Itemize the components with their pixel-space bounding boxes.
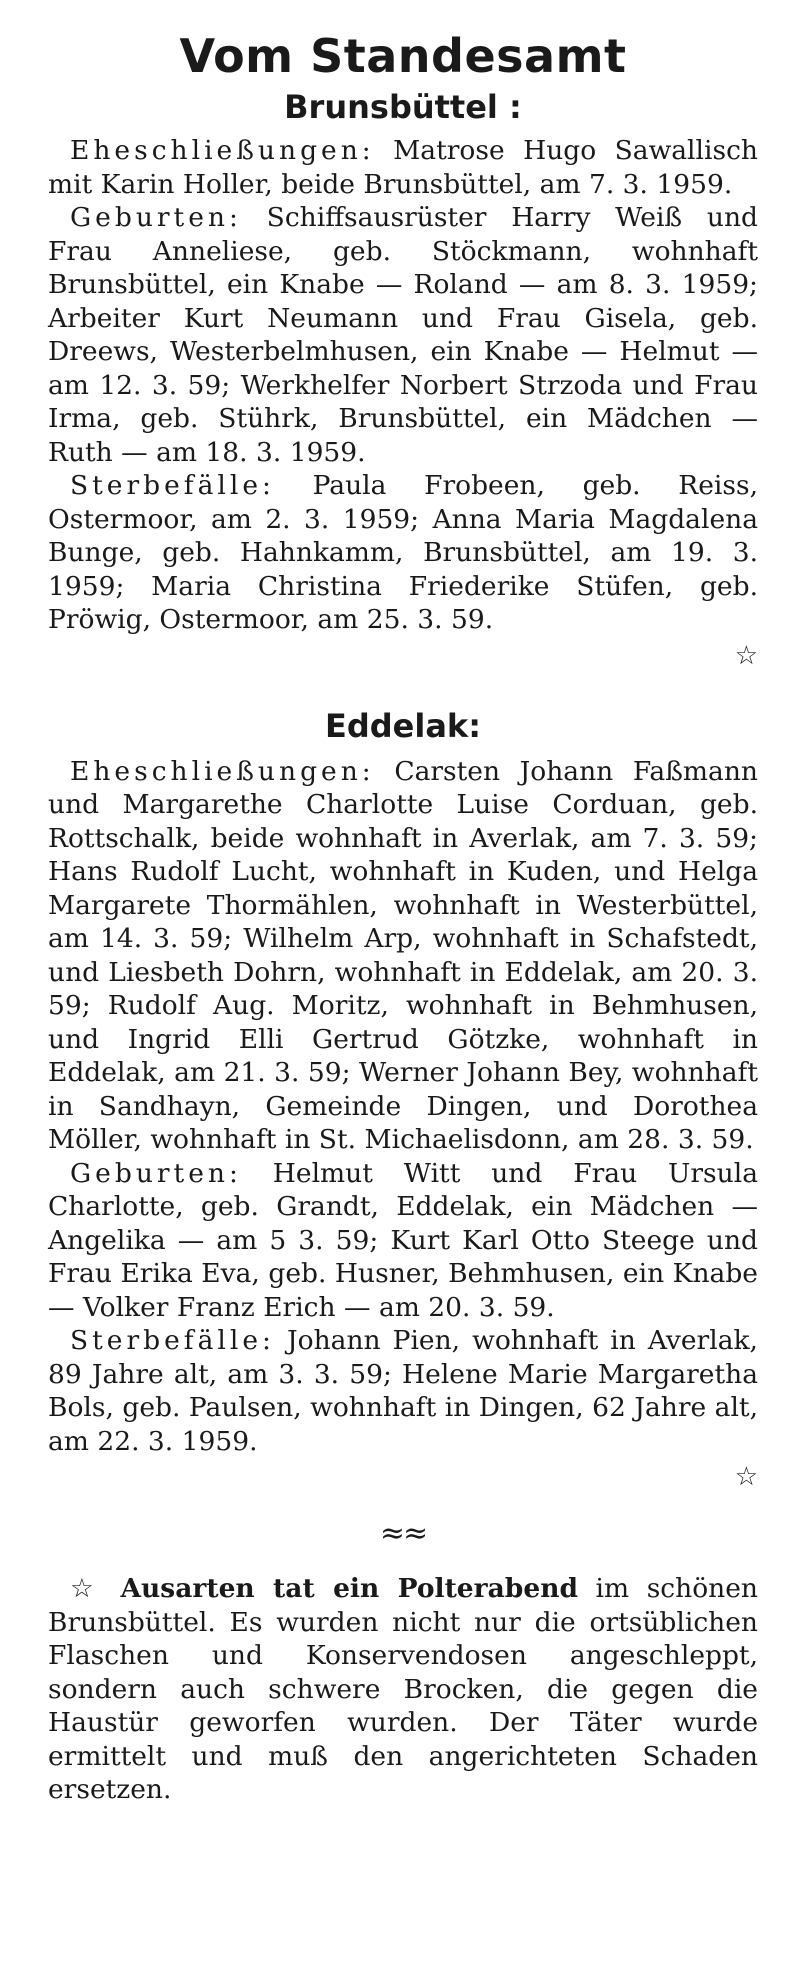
section-eddelak (48, 703, 758, 1495)
star-icon: ☆ (734, 1462, 758, 1492)
section-heading: Brunsbüttel : (284, 88, 522, 126)
entry-marriages (48, 755, 758, 1157)
entry-deaths (48, 469, 758, 637)
star-icon: ☆ (70, 1573, 103, 1604)
entry-marriages (48, 134, 758, 201)
entry-text: Helmut Witt und Frau Ursula Charlotte, geb. Grandt, Eddelak, ein Mädchen — Angelika — am 5 3. 59; Kurt Karl Otto Steege und Frau Erika Eva, geb. Husner, Behmhusen, ein Knabe — Volker Franz Erich — am 20. 3. 59. (48, 1157, 758, 1323)
section-heading: Eddelak: (324, 706, 481, 745)
newspaper-clipping (48, 28, 758, 1807)
wave-divider-icon: ≈≈ (379, 1516, 427, 1551)
notice-text: im schönen Brunsbüttel. Es wurden nicht nur die ortsüblichen Flaschen und Konservendosen angeschleppt, sondern auch schwere Brocken, die gegen die Haustür geworfen wurden. Der Täter wurde ermittelt und muß den angerichteten Schaden ersetzen. (48, 1573, 758, 1805)
entry-deaths (48, 1324, 758, 1458)
entry-births (48, 1157, 758, 1325)
section-brunsbuettel (48, 84, 758, 673)
entry-label: Geburten: (70, 202, 242, 233)
notice-paragraph (48, 1572, 758, 1807)
entry-label: Eheschließungen: (70, 755, 375, 787)
entry-text: Carsten Johann Faßmann und Margarethe Charlotte Luise Corduan, geb. Rottschalk, beide wohnhaft in Averlak, am 7. 3. 59; Hans Rudolf Lucht, wohnhaft in Kuden, und Helga Margarete Thormählen, wohnhaft in Westerbüttel, am 14. 3. 59; Wilhelm Arp, wohnhaft in Schafstedt, und Liesbeth Dohrn, wohnhaft in Eddelak, am 20. 3. 59; Rudolf Aug. Moritz, wohnhaft in Behmhusen, und Ingrid Elli Gertrud Götzke, wohnhaft in Eddelak, am 21. 3. 59; Werner Johann Bey, wohnhaft in Sandhayn, Gemeinde Dingen, und Dorothea Möller, wohnhaft in St. Michaelisdonn, am 28. 3. 59. (48, 755, 758, 1155)
entry-label: Sterbefälle: (70, 470, 275, 501)
entry-text: Schiffsausrüster Harry Weiß und Frau Anneliese, geb. Stöckmann, wohnhaft Brunsbüttel, ein Knabe — Roland — am 8. 3. 1959; Arbeiter Kurt Neumann und Frau Gisela, geb. Dreews, Westerbelmhusen, ein Knabe — Helmut — am 12. 3. 59; Werkhelfer Norbert Strzoda und Frau Irma, geb. Stührk, Brunsbüttel, ein Mädchen — Ruth — am 18. 3. 1959. (48, 202, 758, 468)
entry-text: Johann Pien, wohnhaft in Averlak, 89 Jahre alt, am 3. 3. 59; Helene Marie Margaretha Bols, geb. Paulsen, wohnhaft in Dingen, 62 Jahre alt, am 22. 3. 1959. (48, 1325, 758, 1457)
entry-label: Eheschließungen: (70, 135, 375, 166)
star-icon: ☆ (734, 640, 758, 671)
entry-label: Geburten: (70, 1157, 242, 1189)
notice-headline: Ausarten tat ein Polterabend (120, 1573, 578, 1604)
entry-text: Paula Frobeen, geb. Reiss, Ostermoor, am 2. 3. 1959; Anna Maria Magdalena Bunge, geb. Hahnkamm, Brunsbüttel, am 19. 3. 1959; Maria Christina Friederike Stüfen, geb. Pröwig, Ostermoor, am 25. 3. 59. (48, 470, 758, 635)
entry-label: Sterbefälle: (70, 1325, 275, 1356)
entry-births (48, 201, 758, 469)
entry-text: Matrose Hugo Sawallisch mit Karin Holler, beide Brunsbüttel, am 7. 3. 1959. (48, 135, 758, 200)
article-title: Vom Standesamt (179, 29, 627, 83)
